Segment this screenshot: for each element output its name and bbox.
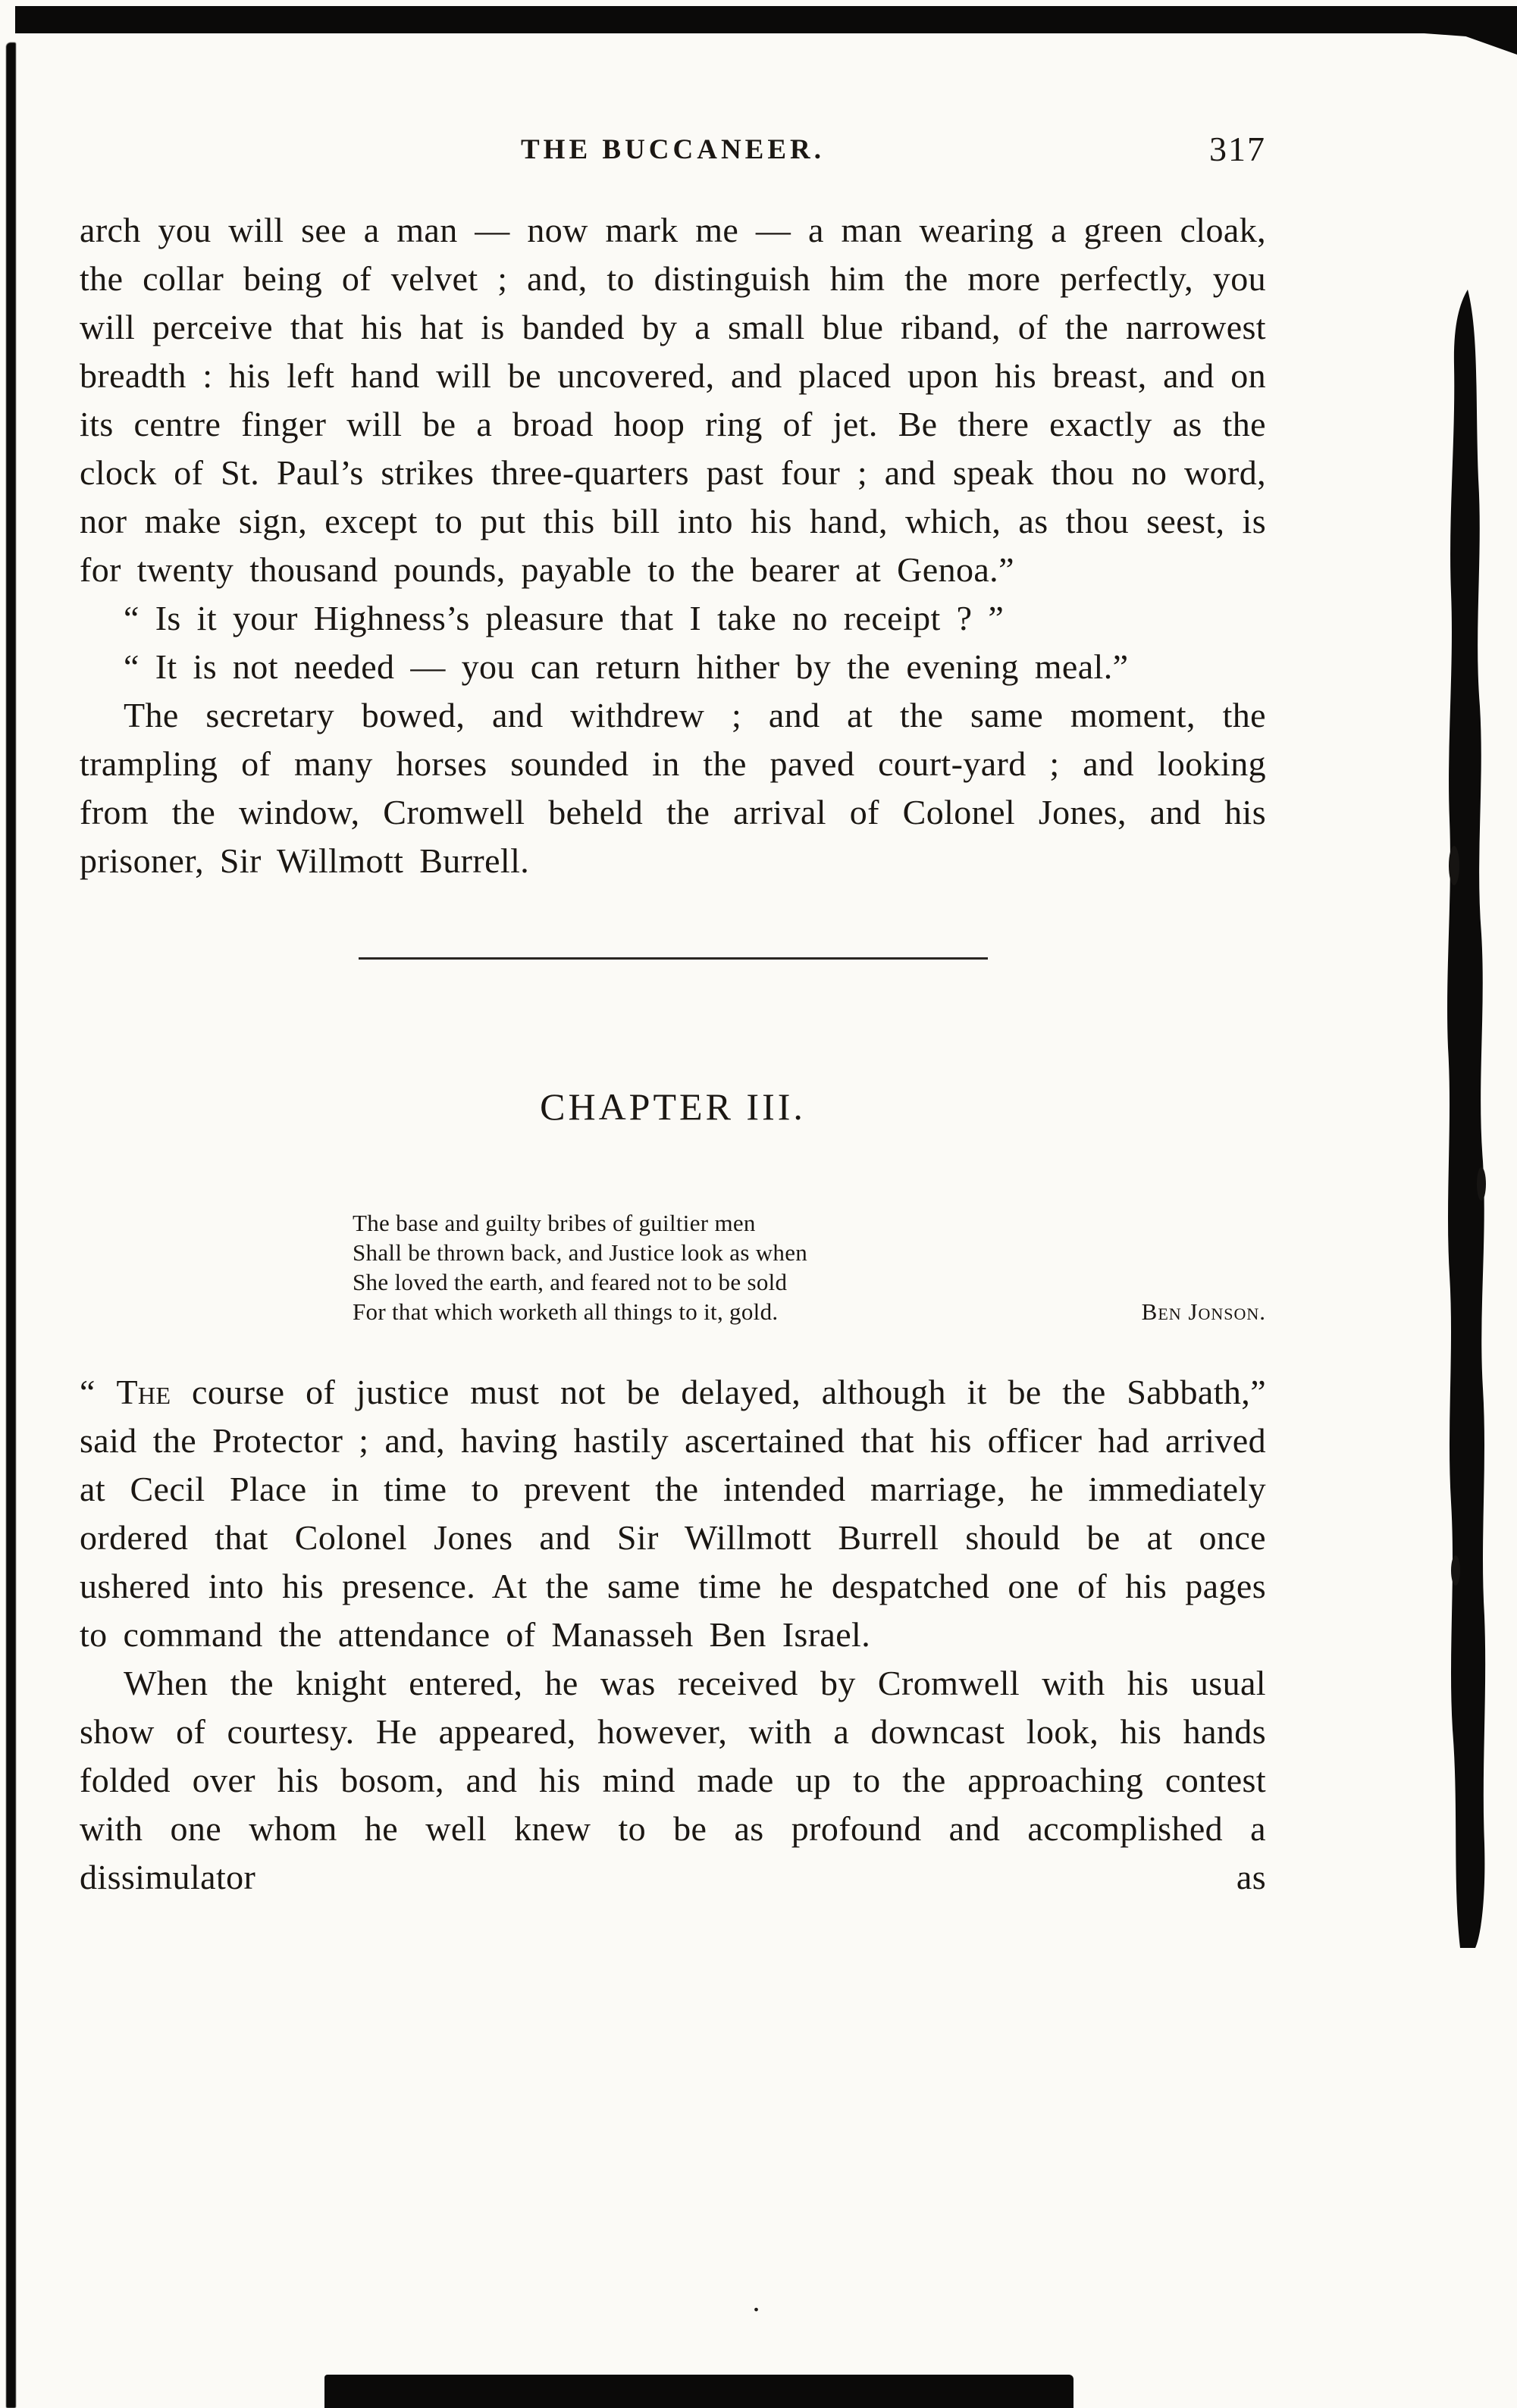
epigraph-line: She loved the earth, and feared not to be sold: [353, 1269, 788, 1295]
chapter-heading: CHAPTER III.: [540, 1085, 806, 1128]
smudge-shape: [1445, 290, 1490, 1949]
page-number: 317: [1209, 130, 1266, 168]
epigraph: [353, 1208, 1266, 1326]
epigraph-line: The base and guilty bribes of guiltier men: [353, 1210, 756, 1236]
body-paragraph: When the knight entered, he was received by Cromwell with his usual show of courtesy. He appeared, however, with a downcast look, his hands folded over his bosom, and his mind made up to the approaching contest with one whom he well knew to be as profound and accomplished a dissimulator as: [80, 1664, 1266, 1896]
chapter-body: [80, 1368, 1266, 1902]
body-paragraph: “ It is not needed — you can return hither by the evening meal.”: [124, 647, 1129, 686]
page-header: [80, 129, 1266, 176]
lead-word: The: [116, 1373, 171, 1411]
scan-artifact-left-bar: [6, 42, 16, 2408]
lead-quote: “: [80, 1373, 117, 1411]
scan-artifact-top-bar: [15, 6, 1517, 33]
body-paragraph: arch you will see a man — now mark me — a man wearing a green cloak, the collar being of velvet ; and, to distinguish him the more perfectly, you will perceive that his hat is banded by a small blue riband, of the narrowest breadth : his left hand will be uncovered, and placed upon his breast, and on its centre finger will be a broad hoop ring of jet. Be there exactly as the clock of St. Paul’s strikes three-quarters past four ; and speak thou no word, nor make sign, except to put this bill into his hand, which, as thou seest, is for twenty thousand pounds, payable to the bearer at Genoa.”: [80, 211, 1266, 589]
epigraph-line: For that which worketh all things to it, gold.: [353, 1298, 779, 1325]
section-divider: [359, 957, 988, 960]
running-title: THE BUCCANEER.: [521, 134, 825, 165]
opening-text: course of justice must not be delayed, although it be the Sabbath,” said the Protector ; and, having hastily ascertained that his officer had arrived at Cecil Place in time to prevent the intended marriage, he immediately ordered that Colonel Jones and Sir Willmott Burrell should be at once ushered into his presence. At the same time he despatched one of his pages to command the attendance of Manasseh Ben Israel.: [80, 1373, 1267, 1654]
opening-paragraph: [80, 1368, 1266, 1659]
scan-artifact-right-smudge: [1445, 290, 1490, 1949]
body-paragraph: The secretary bowed, and withdrew ; and at the same moment, the trampling of many horses sounded in the paved court-yard ; and looking from the window, Cromwell beheld the arrival of Colonel Jones, and his prisoner, Sir Willmott Burrell.: [80, 696, 1266, 880]
epigraph-attribution: Ben Jonson.: [1141, 1298, 1266, 1325]
body-paragraph: “ Is it your Highness’s pleasure that I take no receipt ? ”: [124, 599, 1005, 637]
footer-mark: .: [752, 2284, 760, 2318]
scan-artifact-top-wedge: [1403, 32, 1517, 55]
text-column: [80, 129, 1266, 1902]
epigraph-last-row: [353, 1297, 1266, 1326]
scan-artifact-bottom-bar: [324, 2375, 1073, 2408]
epigraph-line: Shall be thrown back, and Justice look as when: [353, 1239, 808, 1266]
